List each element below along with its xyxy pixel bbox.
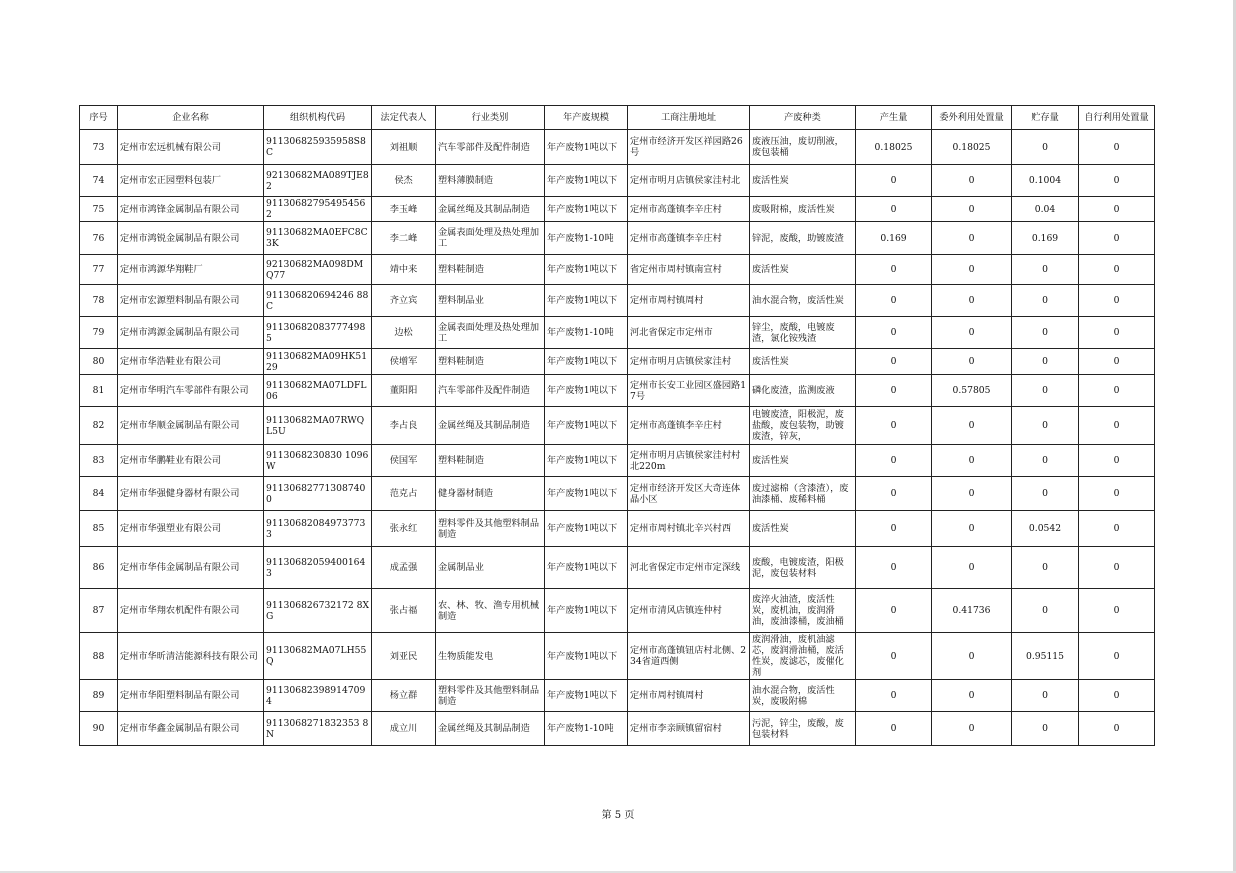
cell-self-disposed: 0: [1079, 511, 1155, 547]
cell-industry: 健身器材制造: [436, 477, 545, 511]
cell-outsourced: 0: [932, 680, 1012, 712]
cell-waste-types: 污泥，锌尘，废酸，废包装材料: [750, 712, 856, 746]
cell-address: 定州市周村镇周村: [628, 285, 750, 317]
cell-org-code: 911306823989147094: [264, 680, 372, 712]
cell-org-code: 911306820594001643: [264, 547, 372, 589]
cell-self-disposed: 0: [1079, 317, 1155, 349]
cell-legal-rep: 边松: [372, 317, 436, 349]
cell-address: 定州市经济开发区大奇连体晶小区: [628, 477, 750, 511]
table-row: [80, 633, 1155, 680]
cell-address: 定州市李亲顾镇留宿村: [628, 712, 750, 746]
table-row: [80, 285, 1155, 317]
cell-scale: 年产废物1吨以下: [545, 445, 628, 477]
cell-industry: 塑料零件及其他塑料制品制造: [436, 511, 545, 547]
table-row: [80, 445, 1155, 477]
cell-produced: 0: [856, 712, 932, 746]
cell-outsourced: 0.57805: [932, 375, 1012, 407]
cell-outsourced: 0: [932, 511, 1012, 547]
cell-industry: 金属丝绳及其制品制造: [436, 197, 545, 222]
cell-org-code: 911306820837774985: [264, 317, 372, 349]
cell-org-code: 91130682MA07LH55Q: [264, 633, 372, 680]
col-header-self: 自行利用处置量: [1079, 106, 1155, 130]
cell-industry: 金属制品业: [436, 547, 545, 589]
cell-stored: 0.04: [1012, 197, 1079, 222]
cell-org-code: 911306825935958S8C: [264, 130, 372, 165]
cell-self-disposed: 0: [1079, 375, 1155, 407]
table-row: [80, 165, 1155, 197]
cell-outsourced: 0: [932, 445, 1012, 477]
cell-industry: 生物质能发电: [436, 633, 545, 680]
cell-self-disposed: 0: [1079, 547, 1155, 589]
cell-industry: 塑料鞋制造: [436, 349, 545, 375]
cell-waste-types: 废活性炭: [750, 349, 856, 375]
cell-no: 74: [80, 165, 118, 197]
cell-produced: 0: [856, 317, 932, 349]
cell-waste-types: 废润滑油，废机油滤芯，废润滑油桶，废活性炭，废滤芯，废催化剂: [750, 633, 856, 680]
table-row: [80, 197, 1155, 222]
cell-legal-rep: 李二峰: [372, 222, 436, 255]
cell-no: 87: [80, 589, 118, 633]
cell-stored: 0: [1012, 255, 1079, 285]
cell-waste-types: 废活性炭: [750, 511, 856, 547]
cell-no: 89: [80, 680, 118, 712]
cell-no: 85: [80, 511, 118, 547]
cell-produced: 0: [856, 680, 932, 712]
cell-waste-types: 油水混合物，废活性炭，废吸附棉: [750, 680, 856, 712]
cell-produced: 0.169: [856, 222, 932, 255]
cell-industry: 汽车零部件及配件制造: [436, 375, 545, 407]
cell-no: 84: [80, 477, 118, 511]
cell-no: 88: [80, 633, 118, 680]
cell-industry: 塑料鞋制造: [436, 255, 545, 285]
cell-scale: 年产废物1吨以下: [545, 407, 628, 445]
cell-waste-types: 废活性炭: [750, 445, 856, 477]
cell-no: 77: [80, 255, 118, 285]
cell-industry: 农、林、牧、渔专用机械制造: [436, 589, 545, 633]
cell-no: 90: [80, 712, 118, 746]
col-header-produced: 产生量: [856, 106, 932, 130]
cell-company-name: 定州市宏源塑料制品有限公司: [118, 285, 264, 317]
cell-self-disposed: 0: [1079, 349, 1155, 375]
col-header-waste: 产废种类: [750, 106, 856, 130]
cell-stored: 0: [1012, 349, 1079, 375]
cell-legal-rep: 刘祖顺: [372, 130, 436, 165]
cell-stored: 0: [1012, 477, 1079, 511]
cell-company-name: 定州市鸿锋金属制品有限公司: [118, 197, 264, 222]
cell-produced: 0: [856, 255, 932, 285]
cell-scale: 年产废物1吨以下: [545, 680, 628, 712]
cell-produced: 0: [856, 375, 932, 407]
cell-produced: 0: [856, 589, 932, 633]
cell-stored: 0: [1012, 680, 1079, 712]
cell-self-disposed: 0: [1079, 589, 1155, 633]
cell-address: 定州市高蓬镇李辛庄村: [628, 222, 750, 255]
cell-org-code: 91130682MA07LDFL06: [264, 375, 372, 407]
cell-self-disposed: 0: [1079, 255, 1155, 285]
cell-stored: 0.95115: [1012, 633, 1079, 680]
cell-waste-types: 废活性炭: [750, 165, 856, 197]
cell-legal-rep: 侯增军: [372, 349, 436, 375]
cell-scale: 年产废物1吨以下: [545, 349, 628, 375]
cell-org-code: 911306820849737733: [264, 511, 372, 547]
table-row: [80, 511, 1155, 547]
cell-company-name: 定州市华阳塑料制品有限公司: [118, 680, 264, 712]
col-header-stored: 贮存量: [1012, 106, 1079, 130]
table-row: [80, 222, 1155, 255]
cell-stored: 0: [1012, 712, 1079, 746]
cell-no: 75: [80, 197, 118, 222]
cell-legal-rep: 侯杰: [372, 165, 436, 197]
cell-outsourced: 0.41736: [932, 589, 1012, 633]
cell-industry: 塑料薄膜制造: [436, 165, 545, 197]
cell-waste-types: 废吸附棉，废活性炭: [750, 197, 856, 222]
cell-scale: 年产废物1吨以下: [545, 633, 628, 680]
cell-outsourced: 0: [932, 477, 1012, 511]
cell-address: 定州市长安工业园区盛园路17号: [628, 375, 750, 407]
cell-company-name: 定州市华明汽车零部件有限公司: [118, 375, 264, 407]
cell-outsourced: 0: [932, 407, 1012, 445]
cell-org-code: 92130682MA098DMQ77: [264, 255, 372, 285]
cell-outsourced: 0: [932, 349, 1012, 375]
cell-company-name: 定州市华浩鞋业有限公司: [118, 349, 264, 375]
col-header-name: 企业名称: [118, 106, 264, 130]
cell-legal-rep: 董阳阳: [372, 375, 436, 407]
cell-address: 定州市高蓬镇钮店村北侧、234省道西侧: [628, 633, 750, 680]
cell-company-name: 定州市华强塑业有限公司: [118, 511, 264, 547]
cell-outsourced: 0: [932, 165, 1012, 197]
cell-no: 83: [80, 445, 118, 477]
cell-waste-types: 废酸，电镀废渣，阳极泥，废包装材料: [750, 547, 856, 589]
cell-legal-rep: 刘亚民: [372, 633, 436, 680]
cell-legal-rep: 杨立群: [372, 680, 436, 712]
cell-company-name: 定州市华顺金属制品有限公司: [118, 407, 264, 445]
cell-stored: 0: [1012, 407, 1079, 445]
cell-no: 78: [80, 285, 118, 317]
cell-address: 定州市明月店镇侯家洼村: [628, 349, 750, 375]
cell-self-disposed: 0: [1079, 130, 1155, 165]
hazardous-waste-table: [79, 105, 1155, 746]
cell-self-disposed: 0: [1079, 165, 1155, 197]
table-body: [80, 130, 1155, 746]
cell-self-disposed: 0: [1079, 445, 1155, 477]
table-row: [80, 547, 1155, 589]
cell-industry: 塑料鞋制造: [436, 445, 545, 477]
cell-outsourced: 0: [932, 712, 1012, 746]
cell-stored: 0: [1012, 589, 1079, 633]
cell-company-name: 定州市宏远机械有限公司: [118, 130, 264, 165]
cell-company-name: 定州市华鑫金属制品有限公司: [118, 712, 264, 746]
cell-address: 定州市明月店镇侯家洼村北: [628, 165, 750, 197]
cell-outsourced: 0: [932, 197, 1012, 222]
cell-address: 省定州市周村镇南宣村: [628, 255, 750, 285]
col-header-address: 工商注册地址: [628, 106, 750, 130]
cell-no: 81: [80, 375, 118, 407]
table-header-row: [80, 106, 1155, 130]
cell-outsourced: 0: [932, 547, 1012, 589]
cell-org-code: 911306827713087400: [264, 477, 372, 511]
cell-org-code: 911306820694246 88C: [264, 285, 372, 317]
cell-outsourced: 0: [932, 285, 1012, 317]
cell-company-name: 定州市鸿源华翔鞋厂: [118, 255, 264, 285]
cell-outsourced: 0.18025: [932, 130, 1012, 165]
table-row: [80, 255, 1155, 285]
cell-no: 73: [80, 130, 118, 165]
col-header-industry: 行业类别: [436, 106, 545, 130]
cell-legal-rep: 张占福: [372, 589, 436, 633]
cell-produced: 0: [856, 445, 932, 477]
cell-industry: 汽车零部件及配件制造: [436, 130, 545, 165]
cell-scale: 年产废物1吨以下: [545, 477, 628, 511]
cell-no: 86: [80, 547, 118, 589]
cell-legal-rep: 侯国军: [372, 445, 436, 477]
cell-outsourced: 0: [932, 222, 1012, 255]
cell-company-name: 定州市华鹏鞋业有限公司: [118, 445, 264, 477]
cell-outsourced: 0: [932, 317, 1012, 349]
cell-self-disposed: 0: [1079, 222, 1155, 255]
cell-legal-rep: 张永红: [372, 511, 436, 547]
cell-industry: 塑料制品业: [436, 285, 545, 317]
cell-stored: 0.0542: [1012, 511, 1079, 547]
cell-stored: 0: [1012, 375, 1079, 407]
table-row: [80, 712, 1155, 746]
cell-address: 定州市周村镇北辛兴村西: [628, 511, 750, 547]
cell-produced: 0: [856, 633, 932, 680]
cell-self-disposed: 0: [1079, 477, 1155, 511]
cell-org-code: 9113068230830 1096W: [264, 445, 372, 477]
cell-address: 定州市经济开发区祥园路26号: [628, 130, 750, 165]
cell-legal-rep: 成立川: [372, 712, 436, 746]
cell-waste-types: 废淬火油渣，废活性炭，废机油，废润滑油，废油漆桶，废油桶: [750, 589, 856, 633]
col-header-code: 组织机构代码: [264, 106, 372, 130]
cell-scale: 年产废物1吨以下: [545, 285, 628, 317]
cell-scale: 年产废物1吨以下: [545, 589, 628, 633]
cell-waste-types: 废过滤棉（含漆渣），废油漆桶、废稀料桶: [750, 477, 856, 511]
cell-self-disposed: 0: [1079, 712, 1155, 746]
col-header-outsourced: 委外利用处置量: [932, 106, 1012, 130]
cell-self-disposed: 0: [1079, 285, 1155, 317]
cell-org-code: 91130682MA0EFC8C3K: [264, 222, 372, 255]
cell-org-code: 911306826732172 8XG: [264, 589, 372, 633]
cell-scale: 年产废物1吨以下: [545, 375, 628, 407]
table-row: [80, 130, 1155, 165]
cell-scale: 年产废物1吨以下: [545, 165, 628, 197]
cell-address: 河北省保定市定州市定深线: [628, 547, 750, 589]
cell-waste-types: 废活性炭: [750, 255, 856, 285]
table-row: [80, 680, 1155, 712]
table-row: [80, 349, 1155, 375]
cell-industry: 金属表面处理及热处理加工: [436, 222, 545, 255]
cell-legal-rep: 齐立宾: [372, 285, 436, 317]
cell-legal-rep: 李玉峰: [372, 197, 436, 222]
cell-produced: 0: [856, 477, 932, 511]
cell-self-disposed: 0: [1079, 633, 1155, 680]
cell-produced: 0.18025: [856, 130, 932, 165]
cell-self-disposed: 0: [1079, 197, 1155, 222]
cell-company-name: 定州市鸿锐金属制品有限公司: [118, 222, 264, 255]
cell-legal-rep: 李占良: [372, 407, 436, 445]
cell-company-name: 定州市华伟金属制品有限公司: [118, 547, 264, 589]
cell-self-disposed: 0: [1079, 407, 1155, 445]
cell-stored: 0: [1012, 317, 1079, 349]
cell-waste-types: 磷化废渣，监测废液: [750, 375, 856, 407]
cell-org-code: 91130682MA09HK5129: [264, 349, 372, 375]
cell-address: 定州市高蓬镇李辛庄村: [628, 407, 750, 445]
cell-org-code: 92130682MA089TJE82: [264, 165, 372, 197]
cell-stored: 0.1004: [1012, 165, 1079, 197]
cell-produced: 0: [856, 511, 932, 547]
cell-waste-types: 锌泥，废酸，助镀废渣: [750, 222, 856, 255]
cell-produced: 0: [856, 197, 932, 222]
col-header-no: 序号: [80, 106, 118, 130]
table-row: [80, 477, 1155, 511]
col-header-scale: 年产废规模: [545, 106, 628, 130]
cell-address: 定州市高蓬镇李辛庄村: [628, 197, 750, 222]
cell-produced: 0: [856, 547, 932, 589]
cell-produced: 0: [856, 285, 932, 317]
cell-org-code: 91130682MA07RWQL5U: [264, 407, 372, 445]
cell-industry: 金属丝绳及其制品制造: [436, 712, 545, 746]
cell-scale: 年产废物1吨以下: [545, 130, 628, 165]
cell-address: 定州市明月店镇侯家洼村村北220m: [628, 445, 750, 477]
cell-industry: 金属表面处理及热处理加工: [436, 317, 545, 349]
cell-industry: 金属丝绳及其制品制造: [436, 407, 545, 445]
cell-address: 河北省保定市定州市: [628, 317, 750, 349]
table-row: [80, 375, 1155, 407]
cell-legal-rep: 成孟强: [372, 547, 436, 589]
cell-company-name: 定州市华翔农机配件有限公司: [118, 589, 264, 633]
cell-waste-types: 电镀废渣，阳极泥，废盐酸，废包装物，助镀废渣，锌灰，: [750, 407, 856, 445]
col-header-rep: 法定代表人: [372, 106, 436, 130]
cell-no: 82: [80, 407, 118, 445]
cell-no: 80: [80, 349, 118, 375]
cell-scale: 年产废物1吨以下: [545, 547, 628, 589]
page-number: 第 5 页: [601, 810, 635, 821]
cell-stored: 0: [1012, 285, 1079, 317]
cell-org-code: 91130682795495456 2: [264, 197, 372, 222]
cell-waste-types: 油水混合物，废活性炭: [750, 285, 856, 317]
cell-stored: 0: [1012, 445, 1079, 477]
cell-produced: 0: [856, 165, 932, 197]
cell-stored: 0: [1012, 130, 1079, 165]
cell-stored: 0.169: [1012, 222, 1079, 255]
cell-waste-types: 锌尘，废酸，电镀废渣，氯化铵残渣: [750, 317, 856, 349]
cell-company-name: 定州市华昕清洁能源科技有限公司: [118, 633, 264, 680]
cell-industry: 塑料零件及其他塑料制品制造: [436, 680, 545, 712]
cell-outsourced: 0: [932, 633, 1012, 680]
cell-company-name: 定州市宏正园塑料包装厂: [118, 165, 264, 197]
cell-company-name: 定州市鸿源金属制品有限公司: [118, 317, 264, 349]
cell-self-disposed: 0: [1079, 680, 1155, 712]
cell-produced: 0: [856, 407, 932, 445]
table-row: [80, 317, 1155, 349]
cell-produced: 0: [856, 349, 932, 375]
cell-legal-rep: 范克占: [372, 477, 436, 511]
table-row: [80, 407, 1155, 445]
cell-scale: 年产废物1吨以下: [545, 197, 628, 222]
cell-scale: 年产废物1-10吨: [545, 222, 628, 255]
cell-waste-types: 废液压油，废切削液，废包装桶: [750, 130, 856, 165]
table-row: [80, 589, 1155, 633]
cell-legal-rep: 靖中来: [372, 255, 436, 285]
cell-no: 79: [80, 317, 118, 349]
cell-scale: 年产废物1吨以下: [545, 255, 628, 285]
cell-no: 76: [80, 222, 118, 255]
cell-outsourced: 0: [932, 255, 1012, 285]
cell-scale: 年产废物1-10吨: [545, 317, 628, 349]
cell-address: 定州市周村镇周村: [628, 680, 750, 712]
cell-org-code: 9113068271832353 8N: [264, 712, 372, 746]
cell-scale: 年产废物1-10吨: [545, 712, 628, 746]
cell-scale: 年产废物1吨以下: [545, 511, 628, 547]
cell-company-name: 定州市华强健身器材有限公司: [118, 477, 264, 511]
cell-address: 定州市清风店镇连仲村: [628, 589, 750, 633]
cell-stored: 0: [1012, 547, 1079, 589]
